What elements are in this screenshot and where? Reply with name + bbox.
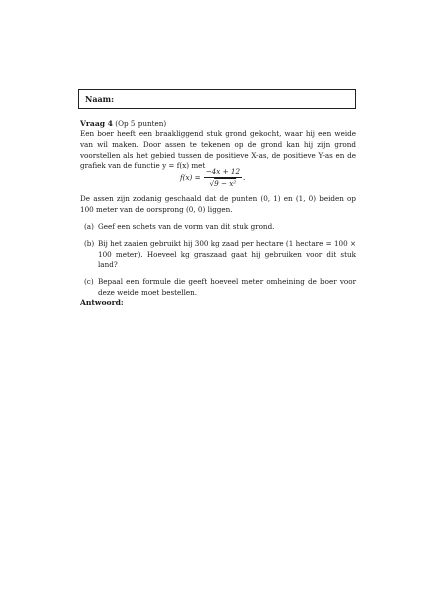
subquestion-item — [84, 277, 356, 299]
name-label: Naam: — [85, 94, 115, 104]
formula-end: . — [243, 173, 246, 182]
name-box[interactable] — [78, 89, 356, 109]
formula-numerator: −4x + 12 — [205, 167, 241, 176]
question-intro-2: De assen zijn zodanig geschaald dat de punten (0, 1) en (1, 0) beiden op 100 meter van de oorsprong (0, 0) liggen. — [80, 194, 356, 214]
subquestion-label: (c) — [84, 277, 94, 287]
answer-label: Antwoord: — [80, 298, 124, 307]
subquestion-label: (b) — [84, 238, 95, 248]
question-points: (Op 5 punten) — [115, 119, 167, 128]
question-intro: Een boer heeft een braakliggend stuk grond gekocht, waar hij een weide van wil maken. Door assen te tekenen op de grond kan hij zijn grond voorstellen als het gebied tussen de positieve X-as, de positieve Y-as en de grafiek van de functie y = f(x) met — [80, 129, 356, 171]
subquestion-text: Bij het zaaien gebruikt hij 300 kg zaad per hectare (1 hectare = 100 × 100 meter). Hoeveel kg graszaad gaat hij gebruiken voor dit stuk land? — [98, 238, 356, 270]
subquestion-list — [84, 222, 356, 305]
sqrt-symbol: √ — [209, 179, 215, 188]
subquestion-label: (a) — [84, 222, 94, 231]
subquestion-text: Bepaal een formule die geeft hoeveel meter omheining de boer voor deze weide moet bestellen. — [98, 277, 356, 297]
subquestion-item — [84, 239, 356, 271]
formula-radicand: 9 − x² — [214, 179, 237, 188]
formula-fraction — [204, 167, 242, 188]
question-title: Vraag 4 — [80, 119, 113, 128]
formula-lhs: f(x) = — [180, 173, 201, 182]
function-formula — [180, 167, 245, 188]
formula-denominator — [209, 178, 236, 188]
subquestion-item — [84, 222, 356, 233]
subquestion-text: Geef een schets van de vorm van dit stuk grond. — [98, 222, 275, 231]
